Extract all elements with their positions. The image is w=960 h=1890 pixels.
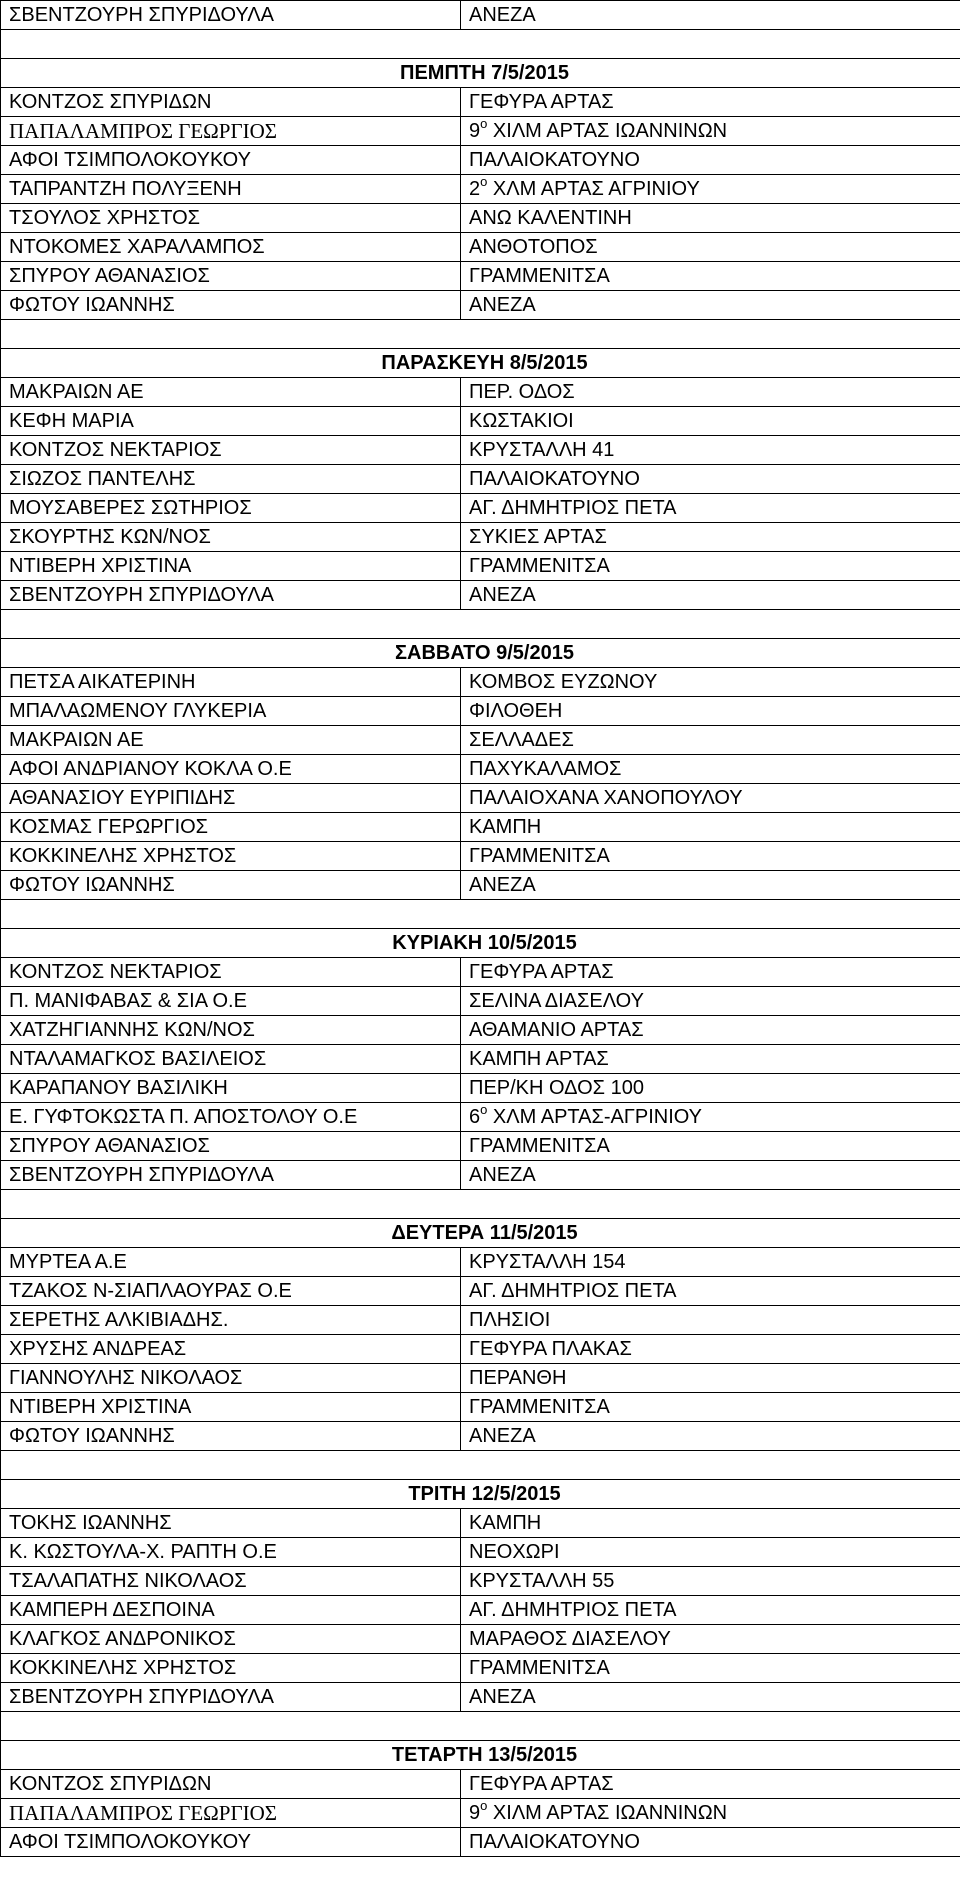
table-row	[1, 755, 960, 784]
table-row	[1, 1161, 960, 1190]
pharmacy-name-cell: ΣΕΡΕΤΗΣ ΑΛΚΙΒΙΑΔΗΣ.	[1, 1306, 461, 1335]
location-text: ΧΛΜ ΑΡΤΑΣ-ΑΓΡΙΝΙΟΥ	[487, 1105, 703, 1128]
pharmacy-name-cell: Π. ΜΑΝΙΦΑΒΑΣ & ΣΙΑ Ο.Ε	[1, 987, 461, 1016]
spacer-cell	[1, 30, 960, 59]
pharmacy-name-cell: ΑΦΟΙ ΤΣΙΜΠΟΛΟΚΟΥΚΟΥ	[1, 1828, 461, 1857]
table-row	[1, 813, 960, 842]
location-cell: ΑΝΩ ΚΑΛΕΝΤΙΝΗ	[461, 204, 960, 233]
table-row	[1, 1248, 960, 1277]
day-header-row	[1, 349, 960, 378]
table-row	[1, 262, 960, 291]
table-row	[1, 1335, 960, 1364]
pharmacy-name-cell: ΤΣΑΛΑΠΑΤΗΣ ΝΙΚΟΛΑΟΣ	[1, 1567, 461, 1596]
table-row	[1, 291, 960, 320]
pharmacy-name-cell: ΝΤΙΒΕΡΗ ΧΡΙΣΤΙΝΑ	[1, 552, 461, 581]
table-row	[1, 1625, 960, 1654]
location-cell: ΠΑΛΑΙΟΚΑΤΟΥΝΟ	[461, 465, 960, 494]
location-cell: ΑΘΑΜΑΝΙΟ ΑΡΤΑΣ	[461, 1016, 960, 1045]
pharmacy-name-cell: ΚΟΝΤΖΟΣ ΣΠΥΡΙΔΩΝ	[1, 88, 461, 117]
table-row	[1, 697, 960, 726]
spacer-row	[1, 1190, 960, 1219]
table-row	[1, 871, 960, 900]
table-row	[1, 233, 960, 262]
pharmacy-name-cell: Κ. ΚΩΣΤΟΥΛΑ-Χ. ΡΑΠΤΗ Ο.Ε	[1, 1538, 461, 1567]
pharmacy-name-cell: ΧΡΥΣΗΣ ΑΝΔΡΕΑΣ	[1, 1335, 461, 1364]
table-row	[1, 581, 960, 610]
location-cell: ΑΝΕΖΑ	[461, 1, 960, 30]
table-row	[1, 407, 960, 436]
ordinal-mark: ο	[480, 1102, 488, 1117]
pharmacy-name-cell: ΣΙΩΖΟΣ ΠΑΝΤΕΛΗΣ	[1, 465, 461, 494]
table-row	[1, 1683, 960, 1712]
ordinal-mark: ο	[480, 116, 488, 131]
table-row	[1, 1364, 960, 1393]
spacer-cell	[1, 1451, 960, 1480]
day-date: ΔΕΥΤΕΡΑ 11/5/2015	[391, 1221, 578, 1244]
location-cell: ΓΕΦΥΡΑ ΑΡΤΑΣ	[461, 88, 960, 117]
location-cell: ΓΡΑΜΜΕΝΙΤΣΑ	[461, 552, 960, 581]
table-row	[1, 726, 960, 755]
location-text: ΧΙΛΜ ΑΡΤΑΣ ΙΩΑΝΝΙΝΩΝ	[487, 1801, 728, 1824]
pharmacy-name-cell: ΣΠΥΡΟΥ ΑΘΑΝΑΣΙΟΣ	[1, 262, 461, 291]
location-cell: ΚΡΥΣΤΑΛΛΗ 41	[461, 436, 960, 465]
day-date: ΣΑΒΒΑΤΟ 9/5/2015	[395, 641, 574, 664]
location-cell: ΠΕΡ/ΚΗ ΟΔΟΣ 100	[461, 1074, 960, 1103]
day-header-row	[1, 1741, 960, 1770]
km-number: 9	[469, 1801, 481, 1824]
table-row	[1, 1567, 960, 1596]
location-cell: ΚΑΜΠΗ	[461, 1509, 960, 1538]
location-cell: ΚΟΜΒΟΣ ΕΥΖΩΝΟΥ	[461, 668, 960, 697]
table-row	[1, 842, 960, 871]
pharmacy-name-cell: ΚΟΚΚΙΝΕΛΗΣ ΧΡΗΣΤΟΣ	[1, 1654, 461, 1683]
table-row	[1, 1016, 960, 1045]
location-text: ΧΛΜ ΑΡΤΑΣ ΑΓΡΙΝΙΟΥ	[487, 177, 700, 200]
pharmacy-name-cell: ΣΠΥΡΟΥ ΑΘΑΝΑΣΙΟΣ	[1, 1132, 461, 1161]
location-cell: ΑΝΕΖΑ	[461, 1683, 960, 1712]
location-cell: ΓΡΑΜΜΕΝΙΤΣΑ	[461, 1132, 960, 1161]
location-cell: ΑΝΕΖΑ	[461, 581, 960, 610]
pharmacy-name-cell: ΑΦΟΙ ΤΣΙΜΠΟΛΟΚΟΥΚΟΥ	[1, 146, 461, 175]
pharmacy-name-cell: ΜΥΡΤΕΑ Α.Ε	[1, 1248, 461, 1277]
table-row	[1, 175, 960, 204]
day-header-cell	[1, 639, 960, 668]
location-cell: ΓΡΑΜΜΕΝΙΤΣΑ	[461, 1654, 960, 1683]
table-row	[1, 958, 960, 987]
day-header-cell	[1, 929, 960, 958]
table-row	[1, 1770, 960, 1799]
pharmacy-name-cell: ΤΣΟΥΛΟΣ ΧΡΗΣΤΟΣ	[1, 204, 461, 233]
location-cell: ΑΝΕΖΑ	[461, 871, 960, 900]
schedule-body	[1, 1, 960, 1857]
table-row	[1, 987, 960, 1016]
location-cell: ΝΕΟΧΩΡΙ	[461, 1538, 960, 1567]
pharmacy-name-cell: ΠΑΠΑΛΑΜΠΡΟΣ ΓΕΩΡΓΙΟΣ	[1, 1799, 461, 1828]
day-date: ΠΑΡΑΣΚΕΥΗ 8/5/2015	[381, 351, 588, 374]
pharmacy-name-cell: ΝΤΑΛΑΜΑΓΚΟΣ ΒΑΣΙΛΕΙΟΣ	[1, 1045, 461, 1074]
location-cell: ΚΩΣΤΑΚΙΟΙ	[461, 407, 960, 436]
table-row	[1, 1828, 960, 1857]
ordinal-mark: ο	[480, 174, 488, 189]
table-row	[1, 1596, 960, 1625]
day-date: ΚΥΡΙΑΚΗ 10/5/2015	[392, 931, 577, 954]
table-row	[1, 88, 960, 117]
spacer-cell	[1, 320, 960, 349]
table-row	[1, 1393, 960, 1422]
spacer-row	[1, 1451, 960, 1480]
pharmacy-name-cell: ΣΒΕΝΤΖΟΥΡΗ ΣΠΥΡΙΔΟΥΛΑ	[1, 1683, 461, 1712]
location-cell: ΓΕΦΥΡΑ ΑΡΤΑΣ	[461, 958, 960, 987]
table-row	[1, 1799, 960, 1828]
location-text: ΧΙΛΜ ΑΡΤΑΣ ΙΩΑΝΝΙΝΩΝ	[487, 119, 728, 142]
day-header-cell	[1, 59, 960, 88]
day-date: ΤΡΙΤΗ 12/5/2015	[408, 1482, 561, 1505]
pharmacy-name-cell: ΚΟΣΜΑΣ ΓΕΡΩΡΓΙΟΣ	[1, 813, 461, 842]
location-cell: ΑΓ. ΔΗΜΗΤΡΙΟΣ ΠΕΤΑ	[461, 494, 960, 523]
table-row	[1, 465, 960, 494]
pharmacy-name-cell: ΦΩΤΟΥ ΙΩΑΝΝΗΣ	[1, 1422, 461, 1451]
location-cell: ΑΝΕΖΑ	[461, 1422, 960, 1451]
table-row	[1, 146, 960, 175]
pharmacy-name-cell: ΑΦΟΙ ΑΝΔΡΙΑΝΟΥ ΚΟΚΛΑ Ο.Ε	[1, 755, 461, 784]
pharmacy-name-cell: ΣΒΕΝΤΖΟΥΡΗ ΣΠΥΡΙΔΟΥΛΑ	[1, 581, 461, 610]
spacer-row	[1, 30, 960, 59]
pharmacy-name-cell: ΚΟΝΤΖΟΣ ΣΠΥΡΙΔΩΝ	[1, 1770, 461, 1799]
location-cell: ΓΕΦΥΡΑ ΠΛΑΚΑΣ	[461, 1335, 960, 1364]
location-cell: ΠΕΡ. ΟΔΟΣ	[461, 378, 960, 407]
location-cell: ΣΕΛΛΑΔΕΣ	[461, 726, 960, 755]
location-cell: ΚΑΜΠΗ ΑΡΤΑΣ	[461, 1045, 960, 1074]
pharmacy-name-cell: ΚΟΝΤΖΟΣ ΝΕΚΤΑΡΙΟΣ	[1, 436, 461, 465]
table-row	[1, 1538, 960, 1567]
location-cell: ΑΓ. ΔΗΜΗΤΡΙΟΣ ΠΕΤΑ	[461, 1596, 960, 1625]
location-cell: ΣΥΚΙΕΣ ΑΡΤΑΣ	[461, 523, 960, 552]
location-cell: ΠΑΛΑΙΟΧΑΝΑ ΧΑΝΟΠΟΥΛΟΥ	[461, 784, 960, 813]
pharmacy-name-cell: ΜΑΚΡΑΙΩΝ ΑΕ	[1, 726, 461, 755]
pharmacy-name-cell: ΝΤΟΚΟΜΕΣ ΧΑΡΑΛΑΜΠΟΣ	[1, 233, 461, 262]
location-cell: ΑΓ. ΔΗΜΗΤΡΙΟΣ ΠΕΤΑ	[461, 1277, 960, 1306]
location-cell: ΜΑΡΑΘΟΣ ΔΙΑΣΕΛΟΥ	[461, 1625, 960, 1654]
day-header-cell	[1, 1219, 960, 1248]
spacer-row	[1, 1712, 960, 1741]
location-cell: ΓΕΦΥΡΑ ΑΡΤΑΣ	[461, 1770, 960, 1799]
table-row	[1, 1045, 960, 1074]
table-row	[1, 378, 960, 407]
pharmacy-name-cell: ΦΩΤΟΥ ΙΩΑΝΝΗΣ	[1, 291, 461, 320]
location-cell	[461, 1103, 960, 1132]
location-cell: ΑΝΕΖΑ	[461, 291, 960, 320]
spacer-cell	[1, 900, 960, 929]
table-row	[1, 1654, 960, 1683]
location-cell: ΓΡΑΜΜΕΝΙΤΣΑ	[461, 842, 960, 871]
spacer-row	[1, 610, 960, 639]
pharmacy-name-cell: ΤΟΚΗΣ ΙΩΑΝΝΗΣ	[1, 1509, 461, 1538]
pharmacy-name-cell: ΜΑΚΡΑΙΩΝ ΑΕ	[1, 378, 461, 407]
location-cell	[461, 1799, 960, 1828]
spacer-row	[1, 900, 960, 929]
table-row	[1, 436, 960, 465]
location-cell: ΠΑΧΥΚΑΛΑΜΟΣ	[461, 755, 960, 784]
pharmacy-name-cell: ΤΑΠΡΑΝΤΖΗ ΠΟΛΥΞΕΝΗ	[1, 175, 461, 204]
pharmacy-name-cell: ΣΒΕΝΤΖΟΥΡΗ ΣΠΥΡΙΔΟΥΛΑ	[1, 1, 461, 30]
day-header-cell	[1, 349, 960, 378]
table-row	[1, 117, 960, 146]
ordinal-mark: ο	[480, 1798, 488, 1813]
pharmacy-name-cell: ΚΕΦΗ ΜΑΡΙΑ	[1, 407, 461, 436]
location-cell: ΠΑΛΑΙΟΚΑΤΟΥΝΟ	[461, 146, 960, 175]
location-cell: ΠΛΗΣΙΟΙ	[461, 1306, 960, 1335]
day-date: ΠΕΜΠΤΗ 7/5/2015	[400, 61, 569, 84]
pharmacy-name-cell: ΠΕΤΣΑ ΑΙΚΑΤΕΡΙΝΗ	[1, 668, 461, 697]
pharmacy-name-cell: ΚΟΚΚΙΝΕΛΗΣ ΧΡΗΣΤΟΣ	[1, 842, 461, 871]
table-row	[1, 668, 960, 697]
pharmacy-name-cell: ΚΟΝΤΖΟΣ ΝΕΚΤΑΡΙΟΣ	[1, 958, 461, 987]
table-row	[1, 1, 960, 30]
pharmacy-name-cell: ΚΛΑΓΚΟΣ ΑΝΔΡΟΝΙΚΟΣ	[1, 1625, 461, 1654]
table-row	[1, 1132, 960, 1161]
table-row	[1, 1306, 960, 1335]
pharmacy-name-cell: ΣΒΕΝΤΖΟΥΡΗ ΣΠΥΡΙΔΟΥΛΑ	[1, 1161, 461, 1190]
pharmacy-name-cell: ΧΑΤΖΗΓΙΑΝΝΗΣ ΚΩΝ/ΝΟΣ	[1, 1016, 461, 1045]
pharmacy-name-cell: ΜΠΑΛΑΩΜΕΝΟΥ ΓΛΥΚΕΡΙΑ	[1, 697, 461, 726]
table-row	[1, 784, 960, 813]
pharmacy-name-cell: ΓΙΑΝΝΟΥΛΗΣ ΝΙΚΟΛΑΟΣ	[1, 1364, 461, 1393]
table-row	[1, 1509, 960, 1538]
location-cell: ΑΝΘΟΤΟΠΟΣ	[461, 233, 960, 262]
spacer-cell	[1, 610, 960, 639]
day-header-row	[1, 1480, 960, 1509]
km-number: 9	[469, 119, 481, 142]
km-number: 6	[469, 1105, 481, 1128]
table-row	[1, 552, 960, 581]
pharmacy-name-cell: Ε. ΓΥΦΤΟΚΩΣΤΑ Π. ΑΠΟΣΤΟΛΟΥ Ο.Ε	[1, 1103, 461, 1132]
location-cell: ΓΡΑΜΜΕΝΙΤΣΑ	[461, 262, 960, 291]
pharmacy-name-cell: ΦΩΤΟΥ ΙΩΑΝΝΗΣ	[1, 871, 461, 900]
day-header-row	[1, 929, 960, 958]
pharmacy-name-cell: ΝΤΙΒΕΡΗ ΧΡΙΣΤΙΝΑ	[1, 1393, 461, 1422]
table-row	[1, 1422, 960, 1451]
spacer-cell	[1, 1190, 960, 1219]
location-cell: ΚΡΥΣΤΑΛΛΗ 55	[461, 1567, 960, 1596]
location-cell: ΚΡΥΣΤΑΛΛΗ 154	[461, 1248, 960, 1277]
day-header-row	[1, 59, 960, 88]
pharmacy-name-cell: ΑΘΑΝΑΣΙΟΥ ΕΥΡΙΠΙΔΗΣ	[1, 784, 461, 813]
spacer-row	[1, 320, 960, 349]
day-header-cell	[1, 1741, 960, 1770]
location-cell: ΠΕΡΑΝΘΗ	[461, 1364, 960, 1393]
location-cell: ΣΕΛΙΝΑ ΔΙΑΣΕΛΟΥ	[461, 987, 960, 1016]
location-cell: ΚΑΜΠΗ	[461, 813, 960, 842]
pharmacy-name-cell: ΚΑΡΑΠΑΝΟΥ ΒΑΣΙΛΙΚΗ	[1, 1074, 461, 1103]
location-cell: ΓΡΑΜΜΕΝΙΤΣΑ	[461, 1393, 960, 1422]
location-cell	[461, 117, 960, 146]
pharmacy-name-cell: ΤΖΑΚΟΣ Ν-ΣΙΑΠΛΑΟΥΡΑΣ Ο.Ε	[1, 1277, 461, 1306]
pharmacy-name-cell: ΜΟΥΣΑΒΕΡΕΣ ΣΩΤΗΡΙΟΣ	[1, 494, 461, 523]
day-header-cell	[1, 1480, 960, 1509]
location-cell: ΦΙΛΟΘΕΗ	[461, 697, 960, 726]
km-number: 2	[469, 177, 481, 200]
location-cell: ΑΝΕΖΑ	[461, 1161, 960, 1190]
table-row	[1, 523, 960, 552]
table-row	[1, 1074, 960, 1103]
table-row	[1, 1103, 960, 1132]
day-date: ΤΕΤΑΡΤΗ 13/5/2015	[391, 1743, 578, 1766]
spacer-cell	[1, 1712, 960, 1741]
pharmacy-name-cell: ΣΚΟΥΡΤΗΣ ΚΩΝ/ΝΟΣ	[1, 523, 461, 552]
pharmacy-name-cell: ΠΑΠΑΛΑΜΠΡΟΣ ΓΕΩΡΓΙΟΣ	[1, 117, 461, 146]
day-header-row	[1, 639, 960, 668]
table-row	[1, 494, 960, 523]
pharmacy-name-cell: ΚΑΜΠΕΡΗ ΔΕΣΠΟΙΝΑ	[1, 1596, 461, 1625]
location-cell: ΠΑΛΑΙΟΚΑΤΟΥΝΟ	[461, 1828, 960, 1857]
table-row	[1, 204, 960, 233]
table-row	[1, 1277, 960, 1306]
day-header-row	[1, 1219, 960, 1248]
location-cell	[461, 175, 960, 204]
